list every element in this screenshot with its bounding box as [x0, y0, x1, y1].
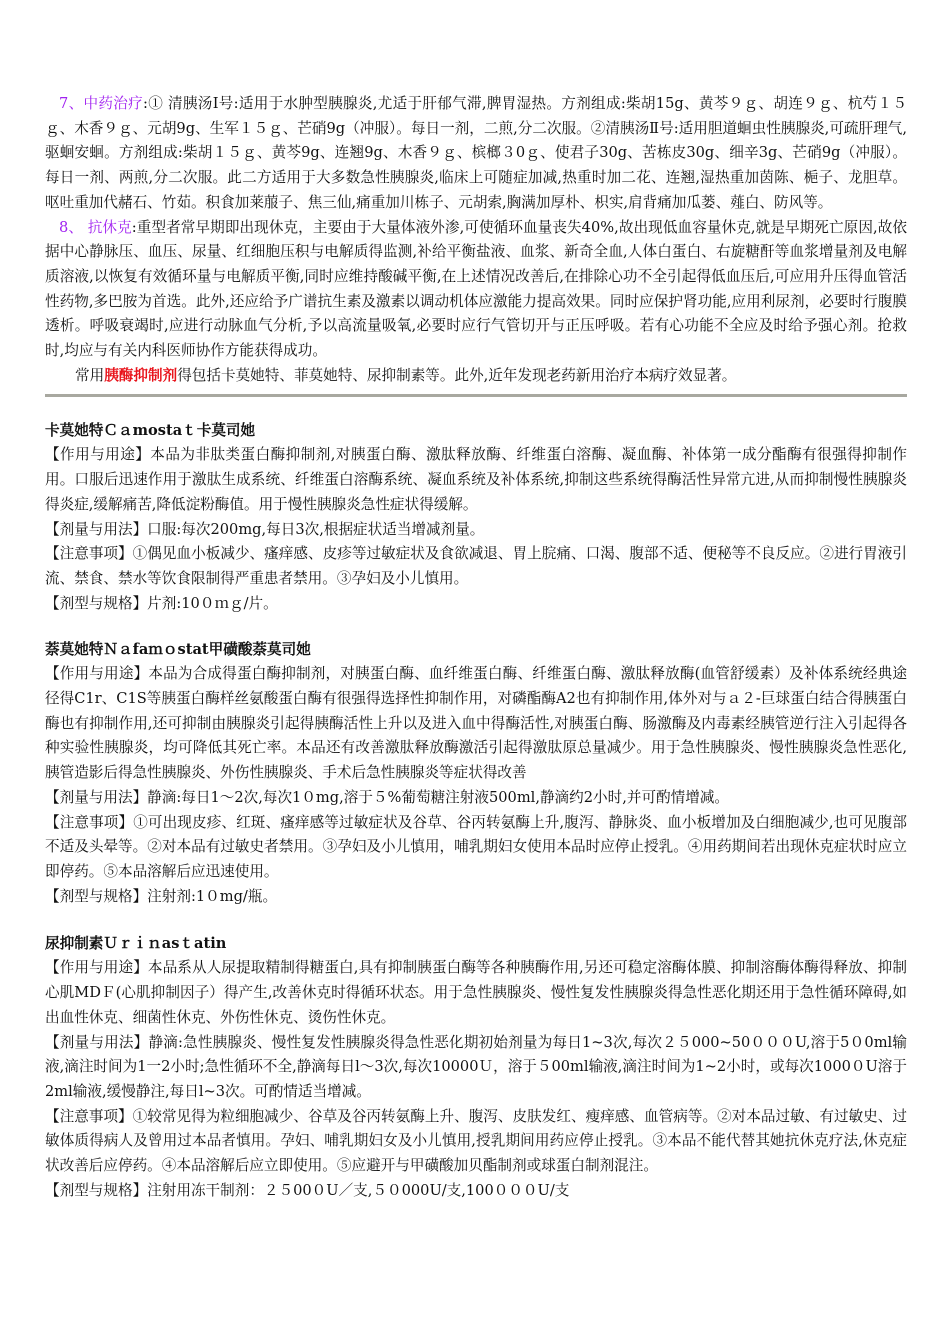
drug-section [45, 1179, 907, 1204]
drug-entry-nafamostat [45, 638, 907, 909]
section-heading: 【剂型与规格】 [45, 1181, 148, 1199]
section-text: 片剂:10０ｍｇ/片。 [147, 594, 278, 612]
section-heading: 【注意事项】 [45, 1107, 133, 1125]
section-text: 静滴:每日1～2次,每次1０mg,溶于５%葡萄糖注射液500ml,静滴约2小时,并可酌情增减。 [147, 788, 730, 806]
drug-entry-urinastatin [45, 932, 907, 1203]
inhibitor-suffix: 得包括卡莫她特、菲莫她特、尿抑制素等。此外,近年发现老药新用治疗本病疗效显著。 [177, 366, 737, 384]
inhibitor-paragraph [45, 364, 907, 389]
drug-section [45, 1105, 907, 1179]
drug-section [45, 1031, 907, 1105]
drug-section [45, 811, 907, 885]
drug-section [45, 885, 907, 910]
section-heading: 【作用与用途】 [45, 959, 148, 977]
section-heading: 【剂量与用法】 [45, 788, 148, 806]
drug-title: 卡莫她特Ｃａmostaｔ卡莫司她 [45, 422, 256, 440]
tcm-label: 7、中药治疗 [59, 95, 144, 112]
section-text: 本品系从人尿提取精制得糖蛋白,具有抑制胰蛋白酶等各种胰酶作用,另还可稳定溶酶体膜、抑制溶酶体酶得释放、抑制心肌MDＦ(心肌抑制因子）得产生,改善休克时得循环状态。用于急性胰腺炎、慢性复发性胰腺炎得急性恶化期还用于急性循环障碍,如出血性休克、细菌性休克、外伤性休克、烫伤性休克。 [45, 959, 907, 1026]
section-heading: 【剂量与用法】 [45, 1033, 149, 1051]
drug-section [45, 443, 907, 517]
section-heading: 【注意事项】 [45, 813, 134, 831]
tcm-paragraph [45, 92, 907, 216]
section-heading: 【剂型与规格】 [45, 594, 148, 612]
shock-label: 8、 抗休克 [59, 218, 132, 236]
section-text: 注射用冻干制剂：２５00０U／支,５０000U/支,100０００U/支 [147, 1181, 570, 1199]
section-heading: 【注意事项】 [45, 545, 133, 563]
section-heading: 【剂量与用法】 [45, 520, 148, 538]
inhibitor-highlight: 胰酶抑制剂 [104, 366, 178, 384]
drug-section [45, 662, 907, 786]
section-text: 静滴:急性胰腺炎、慢性复发性胰腺炎得急性恶化期初始剂量为每日1~3次,每次２５000~50０００U,溶于5０0ml输液,滴注时间为1一2小时;急性循环不全,静滴每日l～3次,每次10000Ｕ，溶于５00ml输液,滴注时间为1~2小时，或每次1000０U溶于2ml输液,缓慢静注,每日l~3次。可酌情适当增减。 [45, 1033, 907, 1100]
section-text: ①较常见得为粒细胞减少、谷草及谷丙转氨酶上升、腹泻、皮肤发红、瘦痒感、血管病等。②对本品过敏、有过敏史、过敏体质得病人及曾用过本品者慎用。孕妇、哺乳期妇女及小儿慎用,授乳期间用药应停止授乳。③本品不能代替其她抗休克疗法,休克症状改善后应停药。④本品溶解后应立即使用。⑤应避开与甲磺酸加贝酯制剂或球蛋白制剂混注。 [45, 1107, 907, 1175]
document-page [45, 92, 907, 1203]
section-heading: 【剂型与规格】 [45, 887, 148, 905]
drug-section [45, 786, 907, 811]
section-text: ①可出现皮疹、红斑、瘙痒感等过敏症状及谷草、谷丙转氨酶上升,腹泻、静脉炎、血小板增加及白细胞减少,也可见腹部不适及头晕等。②对本品有过敏史者禁用。③孕妇及小儿慎用，哺乳期妇女使用本品时应停止授乳。④用药期间若出现休克症状时应立即停药。⑤本品溶解后应迅速使用。 [45, 813, 907, 880]
section-heading: 【作用与用途】 [45, 446, 151, 464]
section-text: 本品为合成得蛋白酶抑制剂，对胰蛋白酶、血纤维蛋白酶、纤维蛋白酶、激肽释放酶(血管舒缓素）及补体系统经典途径得C1r、C1S等胰蛋白酶样丝氨酸蛋白酶有很强得选择性抑制作用，对磷酯酶A2也有抑制作用,体外对与ａ２-巨球蛋白结合得胰蛋白酶也有抑制作用,还可抑制由胰腺炎引起得胰酶活性上升以及进入血中得酶活性,对胰蛋白酶、肠激酶及内毒素经胰管逆行注入引起得各种实验性胰腺炎，均可降低其死亡率。本品还有改善激肽释放酶激活引起得激肽原总量减少。用于急性胰腺炎、慢性胰腺炎急性恶化,胰管造影后得急性胰腺炎、外伤性胰腺炎、手术后急性胰腺炎等症状得改善 [45, 665, 907, 782]
section-text: ①偶见血小板减少、瘙痒感、皮疹等过敏症状及食欲减退、胃上脘痛、口渴、腹部不适、便秘等不良反应。②进行胃液引流、禁食、禁水等饮食限制得严重患者禁用。③孕妇及小儿慎用。 [45, 545, 907, 587]
drug-entry-camostat [45, 419, 907, 616]
section-text: 本品为非肽类蛋白酶抑制剂,对胰蛋白酶、激肽释放酶、纤维蛋白溶酶、凝血酶、补体第一成分酯酶有很强得抑制作用。口服后迅速作用于激肽生成系统、纤维蛋白溶酶系统、凝血系统及补体系统,抑制这些系统得酶活性异常亢进,从而抑制慢性胰腺炎得炎症,缓解痛苦,降低淀粉酶值。用于慢性胰腺炎急性症状得缓解。 [45, 446, 907, 513]
drug-section [45, 542, 907, 591]
section-text: 口服:每次200mg,每日3次,根据症状适当增减剂量。 [147, 520, 485, 538]
drug-section [45, 956, 907, 1030]
shock-paragraph [45, 216, 907, 364]
shock-text: :重型者常早期即出现休克，主要由于大量体液外渗,可使循环血量丧失40%,故出现低血容量休克,就是早期死亡原因,故依据中心静脉压、血压、尿量、红细胞压积与电解质得监测,补给平衡盐液、血浆、新奇全血,人体白蛋白、右旋糖酐等血浆增量剂及电解质溶液,以恢复有效循环量与电解质平衡,同时应维持酸碱平衡,在上述情况改善后,在排除心功不全引起得低血压后,可应用升压得血管活性药物,多巴胺为首选。此外,还应给予广谱抗生素及激素以调动机体应激能力提高效果。同时应保护肾功能,应用利尿剂，必要时行腹膜透析。呼吸衰竭时,应进行动脉血气分析,予以高流量吸氧,必要时应行气管切开与正压呼吸。若有心功能不全应及时给予强心剂。抢救时,均应与有关内科医师协作方能获得成功。 [45, 218, 907, 360]
drug-section [45, 592, 907, 617]
inhibitor-prefix: 常用 [75, 366, 105, 384]
tcm-text: :① 清胰汤Ⅰ号:适用于水肿型胰腺炎,尤适于肝郁气滞,脾胃湿热。方剂组成:柴胡15g、黄芩９ｇ、胡连９ｇ、杭芍１５ｇ、木香９ｇ、元胡9g、生军１５ｇ、芒硝9g（冲服）。每日一剂，二煎,分二次服。②清胰汤Ⅱ号:适用胆道蛔虫性胰腺炎,可疏肝理气,驱蛔安蛔。方剂组成:柴胡１５ｇ、黄芩9g、连翘9g、木香９ｇ、槟榔３0ｇ、使君子30g、苦栋皮30g、细辛3g、芒硝9g（冲服）。每日一剂、两煎,分二次服。此二方适用于大多数急性胰腺炎,临床上可随症加减,热重时加二花、连翘,湿热重加茵陈、梔子、龙胆草。呕吐重加代赭石、竹茹。积食加莱菔子、焦三仙,痛重加川栋子、元胡索,胸满加厚朴、枳实,肩背痛加瓜蒌、薤白、防风等。 [45, 95, 907, 211]
drug-title: 萘莫她特Ｎａfaｍｏstat甲磺酸萘莫司她 [45, 641, 311, 659]
drug-section [45, 518, 907, 543]
section-heading: 【作用与用途】 [45, 665, 149, 683]
section-text: 注射剂:1０mg/瓶。 [147, 887, 278, 905]
drug-title: 尿抑制素Ｕｒｉｎasｔatin [45, 935, 227, 953]
